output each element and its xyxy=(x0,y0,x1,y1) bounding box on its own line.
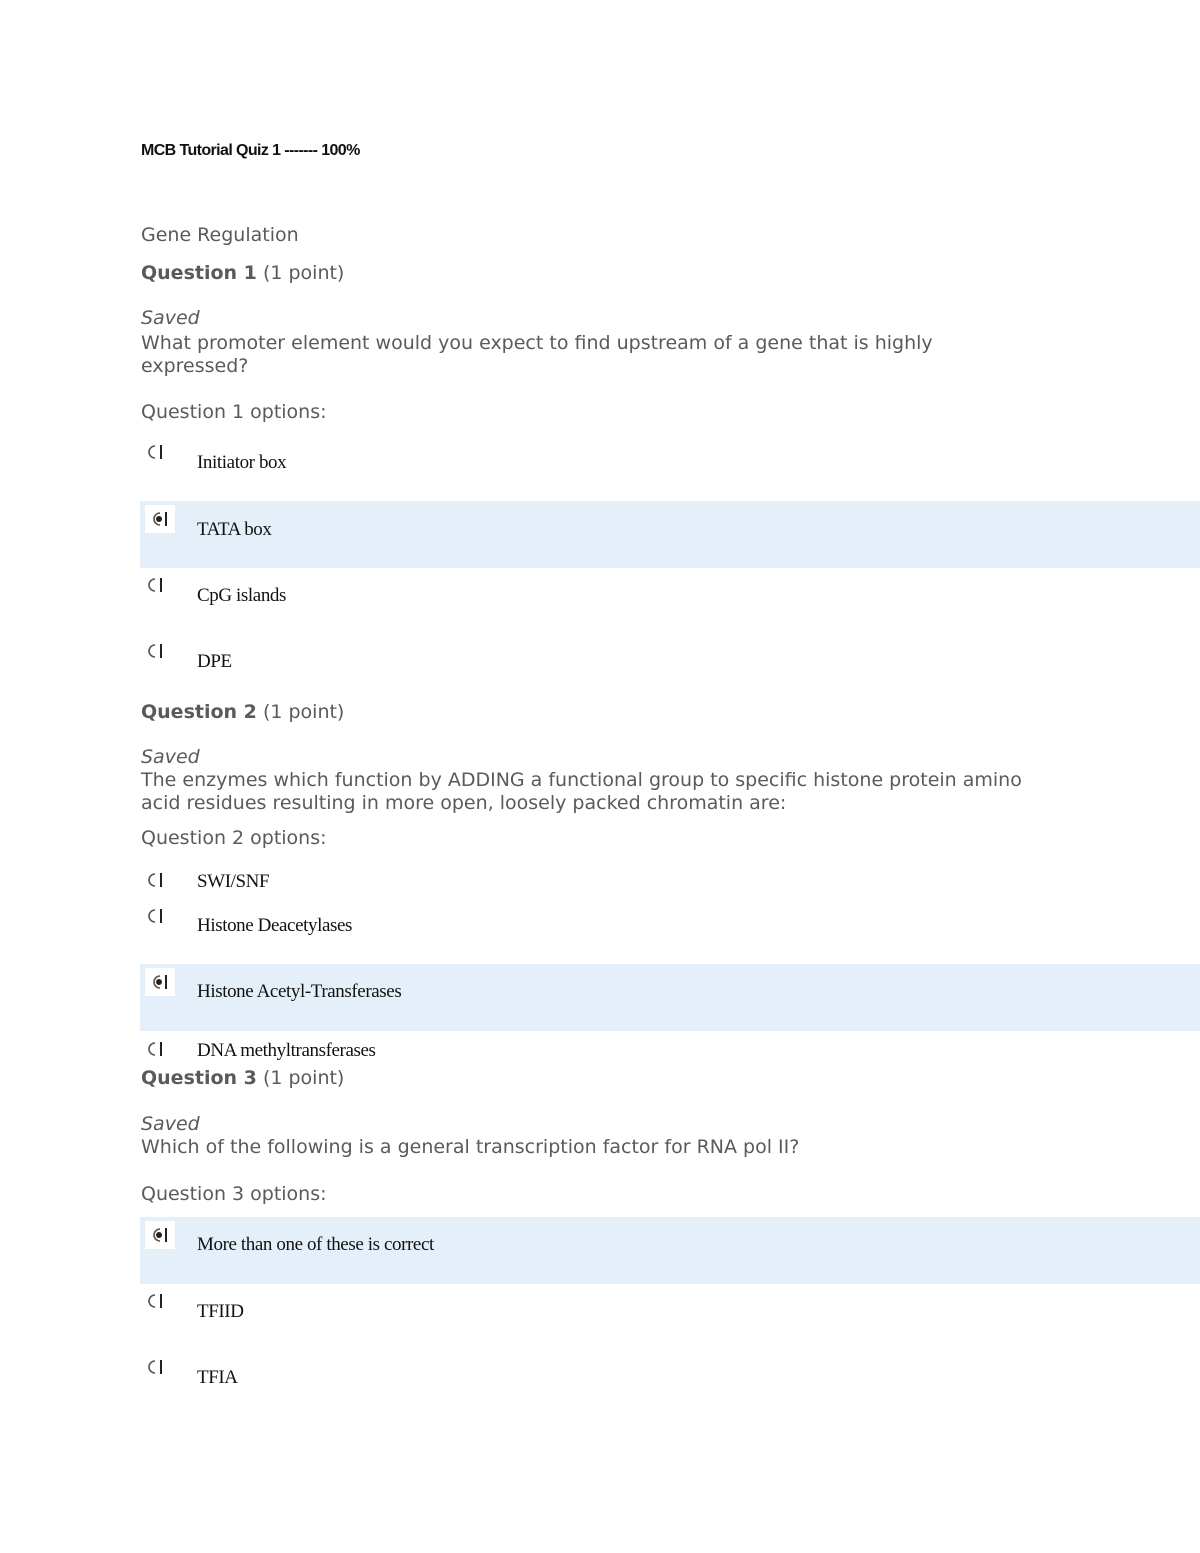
question-2-option-2-label: Histone Deacetylases xyxy=(197,915,353,936)
question-2-points: (1 point) xyxy=(262,701,345,723)
question-1-option-1-label: Initiator box xyxy=(197,452,287,473)
question-3-heading xyxy=(141,1067,344,1089)
question-2-options-label: Question 2 options: xyxy=(141,827,327,849)
question-3-saved-status: Saved xyxy=(141,1113,200,1135)
question-1-option-4-label: DPE xyxy=(197,651,232,672)
question-2-saved-status: Saved xyxy=(141,746,200,768)
question-1-number: Question 1 xyxy=(141,262,257,284)
radio-selected-icon[interactable] xyxy=(145,968,175,996)
question-1-saved-status: Saved xyxy=(141,307,200,329)
question-3-option-1-label: More than one of these is correct xyxy=(197,1234,434,1255)
question-2-option-1-label: SWI/SNF xyxy=(197,871,270,892)
radio-selected-icon[interactable] xyxy=(145,1221,175,1249)
question-2-option-4[interactable] xyxy=(140,1035,170,1063)
question-3-text: Which of the following is a general transcription factor for RNA pol II? xyxy=(141,1136,800,1158)
radio-unselected-icon[interactable] xyxy=(140,866,170,894)
question-3-number: Question 3 xyxy=(141,1067,257,1089)
radio-unselected-icon[interactable] xyxy=(140,438,170,466)
question-2-option-2[interactable] xyxy=(140,902,170,930)
question-2-heading xyxy=(141,701,344,723)
question-1-option-4[interactable] xyxy=(140,637,170,665)
question-3-option-1[interactable] xyxy=(145,1221,175,1249)
question-2-option-3[interactable] xyxy=(145,968,175,996)
question-1-option-1[interactable] xyxy=(140,438,170,466)
radio-unselected-icon[interactable] xyxy=(140,1287,170,1315)
question-1-heading xyxy=(141,262,344,284)
radio-unselected-icon[interactable] xyxy=(140,1035,170,1063)
question-3-options-label: Question 3 options: xyxy=(141,1183,327,1205)
question-3-points: (1 point) xyxy=(262,1067,345,1089)
section-title: Gene Regulation xyxy=(141,224,299,246)
question-1-option-2-highlight xyxy=(140,501,1200,568)
question-1-option-3-label: CpG islands xyxy=(197,585,287,606)
question-3-option-2[interactable] xyxy=(140,1287,170,1315)
document-title: MCB Tutorial Quiz 1 ------- 100% xyxy=(141,142,360,159)
question-1-option-2[interactable] xyxy=(145,505,175,533)
radio-unselected-icon[interactable] xyxy=(140,902,170,930)
question-1-option-3[interactable] xyxy=(140,571,170,599)
radio-selected-icon[interactable] xyxy=(145,505,175,533)
question-3-option-3-label: TFIA xyxy=(197,1367,238,1388)
question-1-points: (1 point) xyxy=(262,262,345,284)
question-2-option-1[interactable] xyxy=(140,866,170,894)
radio-unselected-icon[interactable] xyxy=(140,571,170,599)
question-1-option-2-label: TATA box xyxy=(197,519,272,540)
question-2-number: Question 2 xyxy=(141,701,257,723)
question-2-option-3-label: Histone Acetyl-Transferases xyxy=(197,981,402,1002)
question-1-options-label: Question 1 options: xyxy=(141,401,327,423)
question-2-option-4-label: DNA methyltransferases xyxy=(197,1040,376,1061)
radio-unselected-icon[interactable] xyxy=(140,1353,170,1381)
question-3-option-2-label: TFIID xyxy=(197,1301,244,1322)
question-1-text: What promoter element would you expect to find upstream of a gene that is highly expressed? xyxy=(141,332,933,377)
question-2-text: The enzymes which function by ADDING a functional group to specific histone protein amino acid residues resulting in more open, loosely packed chromatin are: xyxy=(141,769,1022,814)
question-3-option-3[interactable] xyxy=(140,1353,170,1381)
radio-unselected-icon[interactable] xyxy=(140,637,170,665)
